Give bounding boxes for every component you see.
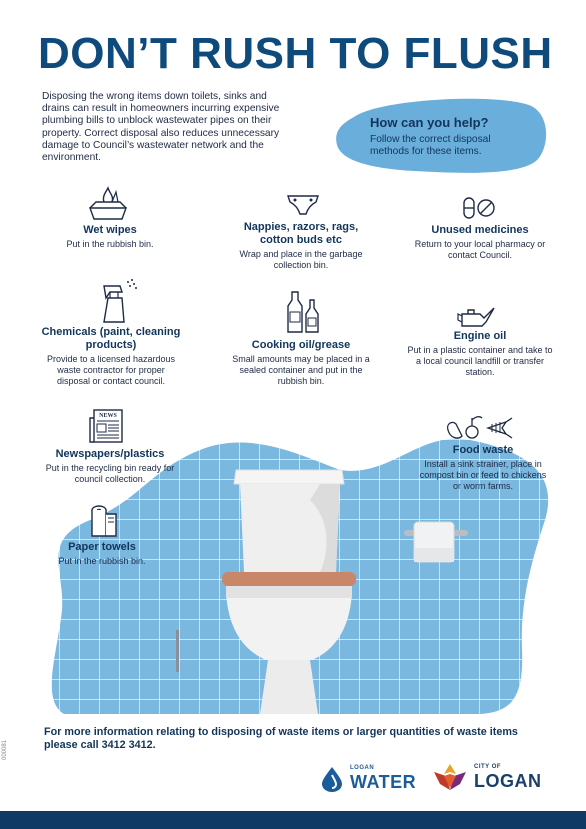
item-desc: Small amounts may be placed in a sealed container and put in the rubbish bin.: [232, 354, 370, 386]
item-desc: Put in the recycling bin ready for council collection.: [45, 463, 175, 484]
nappy-icon: [286, 194, 320, 216]
wet-wipes-icon: [86, 186, 130, 222]
medicine-icon: [462, 196, 496, 220]
item-desc: Install a sink strainer, place in compost bin or feed to chickens or worm farms.: [419, 459, 547, 491]
item-medicines: [404, 224, 556, 261]
item-desc: Provide to a licensed hazardous waste contractor for proper disposal or contact council.: [46, 354, 176, 386]
item-engine-oil: [404, 330, 556, 378]
item-chemicals: [40, 326, 182, 387]
city-of-logan-logo: [430, 760, 540, 796]
item-name: Wet wipes: [83, 224, 137, 236]
item-name: Unused medicines: [431, 224, 529, 236]
document-code: 000081: [2, 739, 8, 760]
help-text: Follow the correct disposal methods for these items.: [370, 134, 491, 157]
item-desc: Wrap and place in the garbage collection bin.: [239, 249, 363, 270]
item-food-waste: [416, 444, 550, 492]
item-name: Engine oil: [453, 330, 507, 342]
water-drop-icon: [320, 765, 344, 793]
city-logo-small: CITY OF: [474, 764, 502, 770]
item-name: Paper towels: [68, 541, 136, 553]
bottom-bar: [0, 811, 586, 829]
item-paper-towels: [42, 541, 162, 567]
help-heading: How can you help?: [370, 115, 489, 130]
item-nappies: [232, 221, 370, 271]
item-name: Newspapers/plastics: [55, 448, 165, 460]
item-name: Chemicals (paint, cleaning products): [41, 326, 181, 351]
item-name: Nappies, razors, rags, cotton buds etc: [243, 221, 359, 246]
city-logo-big: LOGAN: [474, 771, 542, 791]
item-name: Cooking oil/grease: [251, 339, 351, 351]
item-name: Food waste: [452, 444, 514, 456]
item-newspapers: [40, 448, 180, 485]
spray-bottle-icon: [96, 276, 138, 324]
footer-info: [44, 726, 524, 752]
water-logo-big: WATER: [350, 772, 417, 792]
oil-can-icon: [456, 304, 496, 328]
item-wet-wipes: [40, 224, 180, 250]
news-label: NEWS: [99, 413, 117, 419]
paper-towel-icon: [90, 504, 120, 540]
logan-water-logo: [320, 763, 416, 795]
item-desc: Put in the rubbish bin.: [58, 556, 146, 566]
footer-end: .: [152, 739, 156, 751]
page-title: DON’T RUSH TO FLUSH: [38, 29, 553, 78]
item-desc: Put in a plastic container and take to a local council landfill or transfer station.: [407, 345, 553, 377]
item-cooking-oil: [226, 339, 376, 387]
intro-paragraph: Disposing the wrong items down toilets, sinks and drains can result in homeowners incurring expensive plumbing bills to unblock wastewater pipes on their property. Correct disposal also reduces unnecessary damage to Council’s wastewater network and the environment.: [42, 91, 280, 164]
water-logo-small: LOGAN: [350, 765, 375, 771]
footer-text: For more information relating to disposing of waste items or larger quantities of waste items please call: [44, 726, 518, 751]
item-desc: Put in the rubbish bin.: [66, 239, 154, 249]
oil-bottles-icon: [286, 290, 322, 334]
newspaper-icon: [88, 408, 124, 444]
city-emblem-icon: [430, 760, 470, 796]
item-desc: Return to your local pharmacy or contact Council.: [414, 239, 546, 260]
food-scraps-icon: [444, 412, 516, 442]
phone-number: 3412 3412: [101, 739, 153, 751]
